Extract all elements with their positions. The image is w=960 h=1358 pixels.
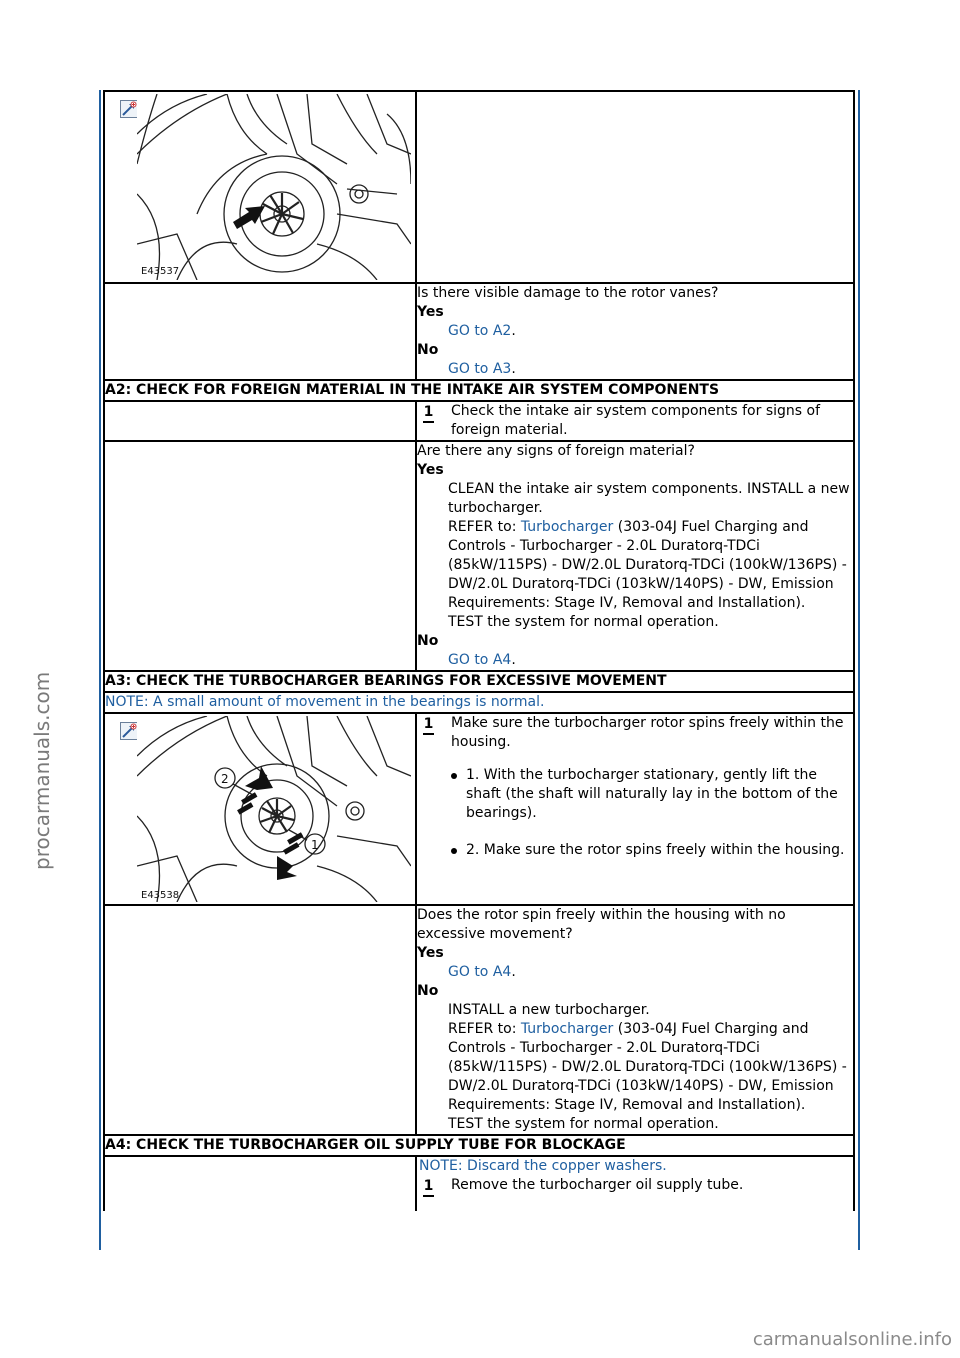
step-text: Make sure the turbocharger rotor spins freely within the housing. (451, 715, 844, 750)
yes-label: Yes (417, 945, 444, 961)
turbocharger-link[interactable]: Turbocharger (520, 519, 614, 535)
a2-question-cell: Are there any signs of foreign material? Yes CLEAN the intake air system components. INSTALL a new turbocharger. REFER to: Turbocharger (303-04J Fuel Charging and Controls - Turbocharger - 2.0L Duratorq-TDCi (85kW/115PS) - DW/2.0L Duratorq-TDCi (100kW/136PS) - DW/2.0L Duratorq-TDCi (103kW/140PS) - DW, Emission Requirements: Stage IV, Removal and Installation). TEST the system for normal operation. No GO to A4. (416, 441, 854, 671)
yes-label: Yes (417, 304, 444, 320)
step-text: Check the intake air system components for signs of foreign material. (451, 403, 821, 438)
turbo-bearing-illustration (137, 716, 411, 902)
figure-row-1 (104, 91, 854, 283)
left-margin-line (99, 90, 101, 1250)
yes-label: Yes (417, 462, 444, 478)
a3-step-cell (416, 713, 854, 905)
callout-2: 2 (221, 772, 229, 786)
a4-heading-row (104, 1135, 854, 1156)
a4-heading: A4: CHECK THE TURBOCHARGER OIL SUPPLY TUBE FOR BLOCKAGE (104, 1135, 854, 1156)
a3-step-row (104, 713, 854, 905)
question-text: Does the rotor spin freely within the housing with no excessive movement? (417, 907, 786, 942)
a3-question-cell: Does the rotor spin freely within the housing with no excessive movement? Yes GO to A4. No INSTALL a new turbocharger. REFER to: Turbocharger (303-04J Fuel Charging and Controls - Turbocharger - 2.0L Duratorq-TDCi (85kW/115PS) - DW/2.0L Duratorq-TDCi (100kW/136PS) - DW/2.0L Duratorq-TDCi (103kW/140PS) - DW, Emission Requirements: Stage IV, Removal and Installation). TEST the system for normal operation. (416, 905, 854, 1135)
no-action: INSTALL a new turbocharger. (448, 1002, 650, 1018)
right-margin-line (858, 90, 860, 1250)
figure-cell-2 (104, 713, 416, 905)
step-number: 1 (423, 716, 434, 735)
side-watermark: procarmanuals.com (30, 671, 54, 870)
yes-action: CLEAN the intake air system components. INSTALL a new turbocharger. (448, 481, 850, 516)
go-to-a3-link[interactable]: GO to A3 (448, 361, 512, 377)
a2-step-cell (416, 401, 854, 441)
question-text: Are there any signs of foreign material? (417, 443, 695, 459)
figure-cell-1 (104, 91, 416, 283)
a2-step-row (104, 401, 854, 441)
question-cell-1: Is there visible damage to the rotor vanes? Yes GO to A2. No GO to A3. (416, 283, 854, 380)
a2-question-row (104, 441, 854, 671)
a3-question-row (104, 905, 854, 1135)
step-number: 1 (423, 404, 434, 423)
a4-note: NOTE: Discard the copper washers. (419, 1158, 667, 1174)
a4-step-row (104, 1156, 854, 1211)
question-text: Is there visible damage to the rotor vanes? (417, 285, 719, 301)
step-number: 1 (423, 1178, 434, 1197)
turbo-illustration (137, 94, 411, 280)
step-text: Remove the turbocharger oil supply tube. (451, 1177, 744, 1193)
question-row-1 (104, 283, 854, 380)
no-label: No (417, 342, 439, 358)
bullet-list (417, 766, 853, 860)
a3-heading: A3: CHECK THE TURBOCHARGER BEARINGS FOR EXCESSIVE MOVEMENT (104, 671, 854, 692)
figure-e43538 (105, 714, 415, 904)
turbocharger-link[interactable]: Turbocharger (520, 1021, 614, 1037)
zoom-icon[interactable] (120, 722, 138, 740)
refer-text: REFER to: Turbocharger (303-04J Fuel Charging and Controls - Turbocharger - 2.0L Duratorq-TDCi (85kW/115PS) - DW/2.0L Duratorq-TDCi (100kW/136PS) - DW/2.0L Duratorq-TDCi (103kW/140PS) - DW, Emission Requirements: Stage IV, Removal and Installation). (448, 1021, 847, 1113)
figure-text-cell-1 (416, 91, 854, 283)
a4-step-cell (416, 1156, 854, 1211)
a3-note-row (104, 692, 854, 713)
figure-label: E43537 (141, 266, 180, 277)
zoom-icon[interactable] (120, 100, 138, 118)
footer-watermark: carmanualsonline.info (752, 1329, 952, 1350)
bullet-item: 2. Make sure the rotor spins freely within the housing. (466, 841, 853, 860)
go-to-a4-link[interactable]: GO to A4 (448, 964, 512, 980)
figure-label: E43538 (141, 890, 180, 901)
test-text: TEST the system for normal operation. (448, 1116, 719, 1132)
a2-heading: A2: CHECK FOR FOREIGN MATERIAL IN THE INTAKE AIR SYSTEM COMPONENTS (104, 380, 854, 401)
a3-note: NOTE: A small amount of movement in the bearings is normal. (104, 692, 854, 713)
test-text: TEST the system for normal operation. (448, 614, 719, 630)
procedure-table (103, 90, 855, 1211)
go-to-a4-link[interactable]: GO to A4 (448, 652, 512, 668)
refer-text: REFER to: Turbocharger (303-04J Fuel Charging and Controls - Turbocharger - 2.0L Duratorq-TDCi (85kW/115PS) - DW/2.0L Duratorq-TDCi (100kW/136PS) - DW/2.0L Duratorq-TDCi (103kW/140PS) - DW, Emission Requirements: Stage IV, Removal and Installation). (448, 519, 847, 611)
no-label: No (417, 633, 439, 649)
go-to-a2-link[interactable]: GO to A2 (448, 323, 512, 339)
figure-e43537 (105, 92, 415, 282)
no-label: No (417, 983, 439, 999)
a2-heading-row (104, 380, 854, 401)
bullet-item: 1. With the turbocharger stationary, gently lift the shaft (the shaft will naturally lay in the bottom of the bearings). (466, 766, 853, 823)
callout-1: 1 (311, 838, 319, 852)
a3-heading-row (104, 671, 854, 692)
